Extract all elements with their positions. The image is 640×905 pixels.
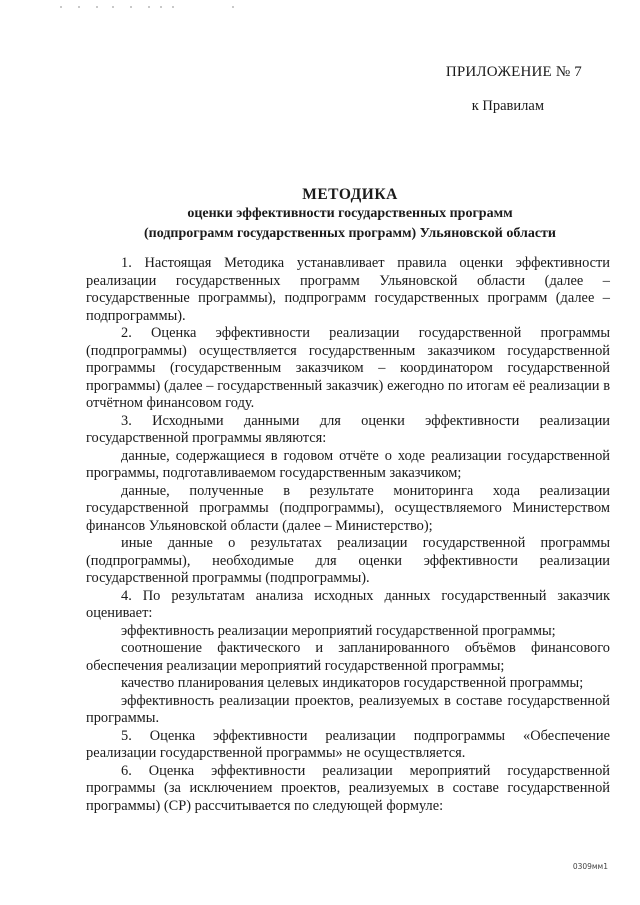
title-main: МЕТОДИКА — [302, 186, 398, 203]
paragraph-4-item-2: соотношение фактического и запланированного объёмов финансового обеспечения реализации мероприятий государственной программы; — [86, 640, 610, 674]
paragraph-1: 1. Настоящая Методика устанавливает правила оценки эффективности реализации государственных программ Ульяновской области (далее – государственные программы), подпрограмм государственных программ (далее – подпрограммы). — [86, 255, 610, 324]
paragraph-3: 3. Исходными данными для оценки эффективности реализации государственной программы являются: — [86, 412, 610, 446]
paragraph-3-item-1: данные, содержащиеся в годовом отчёте о ходе реализации государственной программы, подготавливаемом государственным заказчиком; — [86, 447, 610, 481]
paragraph-4: 4. По результатам анализа исходных данных государственный заказчик оценивает: — [86, 587, 610, 621]
appendix-reference: к Правилам — [471, 98, 544, 114]
title-line-1: оценки эффективности государственных программ — [187, 206, 513, 221]
document-title — [90, 185, 610, 244]
paragraph-3-item-3: иные данные о результатах реализации государственной программы (подпрограммы), необходимые для оценки эффективности реализации государственной программы (подпрограммы). — [86, 535, 610, 586]
paragraph-5: 5. Оценка эффективности реализации подпрограммы «Обеспечение реализации государственной программы» не осуществляется. — [86, 727, 610, 761]
paragraph-2: 2. Оценка эффективности реализации государственной программы (подпрограммы) осуществляется государственным заказчиком государственной программы (государственным заказчиком – координатором государственной программы) (далее – государственный заказчик) ежегодно по итогам её реализации в отчётном финансовом году. — [86, 325, 610, 411]
paragraph-3-item-2: данные, полученные в результате мониторинга хода реализации государственной программы (подпрограммы), осуществляемого Министерством финансов Ульяновской области (далее – Министерство); — [86, 482, 610, 534]
document-body — [86, 255, 610, 815]
paragraph-6: 6. Оценка эффективности реализации мероприятий государственной программы (за исключением проектов, реализуемых в составе государственной программы) (СР) рассчитывается по следующей формуле: — [86, 762, 610, 814]
appendix-number: ПРИЛОЖЕНИЕ № 7 — [445, 64, 582, 80]
paragraph-4-item-4: эффективность реализации проектов, реализуемых в составе государственной программы. — [86, 692, 610, 726]
document-code: 0309мм1 — [572, 862, 608, 871]
title-line-2: (подпрограмм государственных программ) Ульяновской области — [144, 226, 556, 241]
scan-artifact-dots — [0, 6, 640, 10]
paragraph-4-item-1: эффективность реализации мероприятий государственной программы; — [121, 622, 556, 639]
paragraph-4-item-3: качество планирования целевых индикаторов государственной программы; — [121, 675, 584, 691]
